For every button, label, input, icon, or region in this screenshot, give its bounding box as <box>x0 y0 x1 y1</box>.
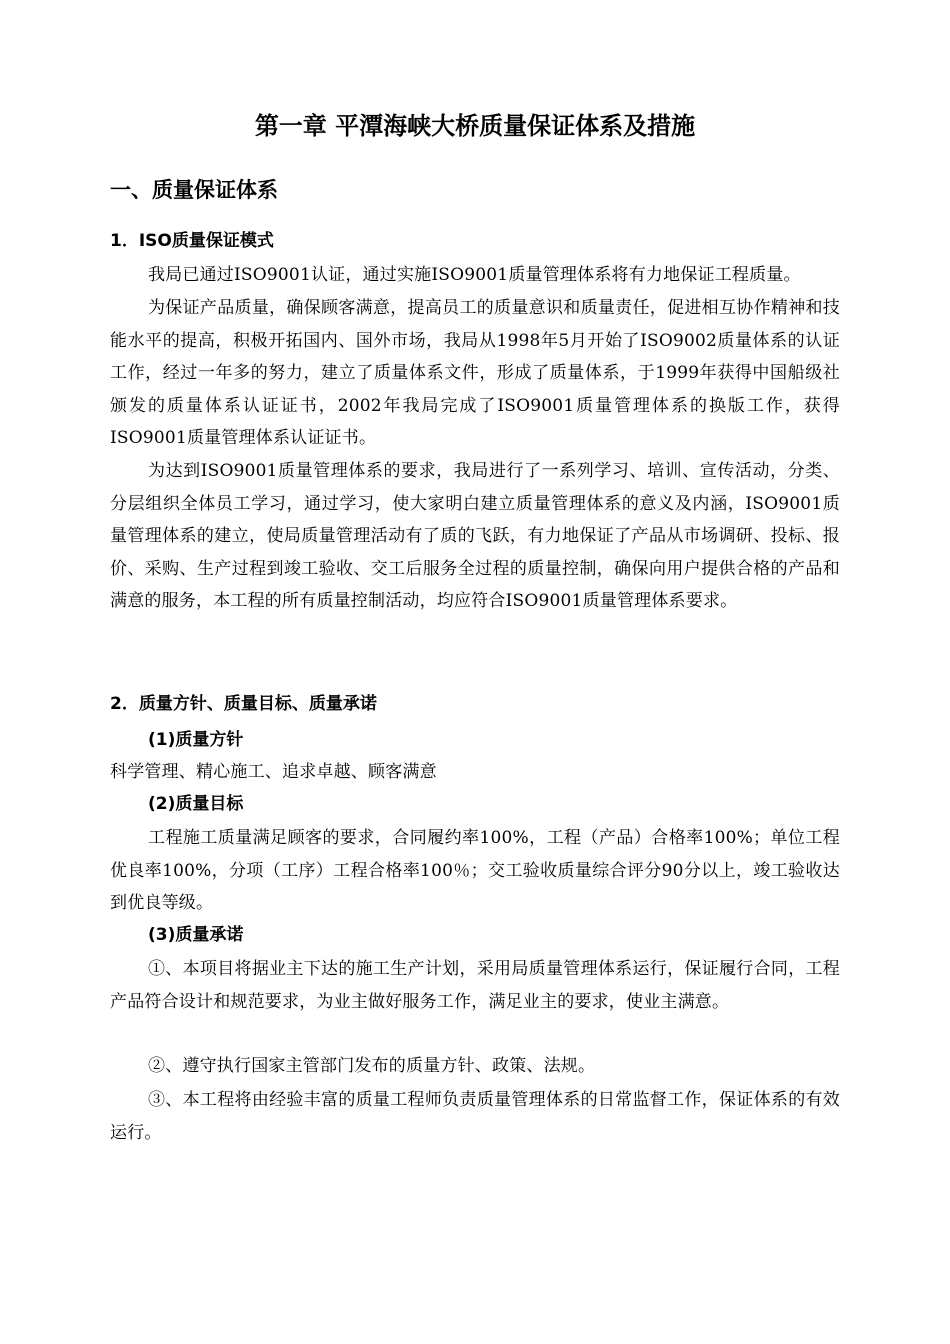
quality-goal-heading: (2)质量目标 <box>148 794 244 814</box>
quality-promise-item: ③、本工程将由经验丰富的质量工程师负责质量管理体系的日常监督工作，保证体系的有效运行。 <box>110 1090 840 1143</box>
quality-promise-heading: (3)质量承诺 <box>148 925 244 945</box>
paragraph-iso-history: 为保证产品质量，确保顾客满意，提高员工的质量意识和质量责任，促进相互协作精神和技能水平的提高，积极开拓国内、国外市场，我局从1998年5月开始了ISO9002质量体系的认证工作，经过一年多的努力，建立了质量体系文件，形成了质量体系，于1999年获得中国船级社颁发的质量体系认证证书，2002年我局完成了ISO9001质量管理体系的换版工作，获得ISO9001质量管理体系认证证书。 <box>110 298 840 448</box>
iso-mode-heading: 1．ISO质量保证模式 <box>110 231 274 251</box>
section-title: 一、质量保证体系 <box>110 178 278 202</box>
quality-policy-goal-promise-heading: 2．质量方针、质量目标、质量承诺 <box>110 694 377 714</box>
paragraph-iso-training: 为达到ISO9001质量管理体系的要求，我局进行了一系列学习、培训、宣传活动，分类、分层组织全体员工学习，通过学习，使大家明白建立质量管理体系的意义及内涵，ISO9001质量管理体系的建立，使局质量管理活动有了质的飞跃，有力地保证了产品从市场调研、投标、报价、采购、生产过程到竣工验收、交工后服务全过程的质量控制，确保向用户提供合格的产品和满意的服务，本工程的所有质量控制活动，均应符合ISO9001质量管理体系要求。 <box>110 461 840 611</box>
quality-goal-text: 工程施工质量满足顾客的要求，合同履约率100%，工程（产品）合格率100%；单位工程优良率100%，分项（工序）工程合格率100％；交工验收质量综合评分90分以上，竣工验收达到优良等级。 <box>110 828 840 913</box>
quality-promise-item: ①、本项目将据业主下达的施工生产计划，采用局质量管理体系运行，保证履行合同，工程产品符合设计和规范要求，为业主做好服务工作，满足业主的要求，使业主满意。 <box>110 959 840 1012</box>
quality-policy-text: 科学管理、精心施工、追求卓越、顾客满意 <box>110 762 437 782</box>
paragraph-iso-certified: 我局已通过ISO9001认证，通过实施ISO9001质量管理体系将有力地保证工程质量。 <box>148 265 801 285</box>
quality-policy-heading: (1)质量方针 <box>148 730 244 750</box>
chapter-title: 第一章 平潭海峡大桥质量保证体系及措施 <box>254 112 696 140</box>
quality-promise-item: ②、遵守执行国家主管部门发布的质量方针、政策、法规。 <box>148 1056 596 1076</box>
